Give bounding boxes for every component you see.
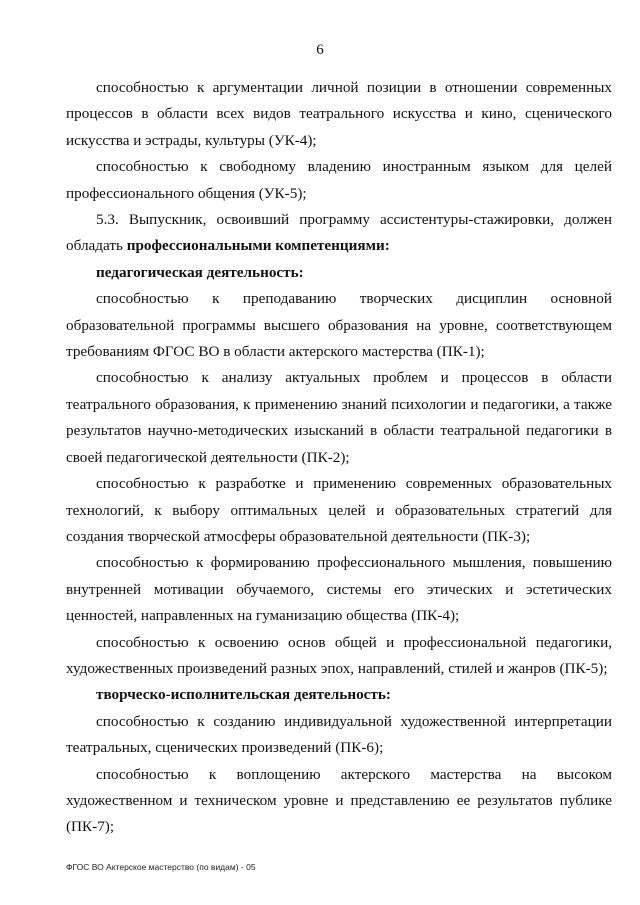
section-5-3-bold: профессиональными компетенциями: [126,237,390,255]
paragraph-pk4: способностью к формированию профессионального мышления, повышению внутренней мотивации обучаемого, системы его этических и эстетических ценностей, направленных на гуманизацию общества (ПК-4); [66,554,612,625]
document-body [66,75,612,841]
heading-creative: творческо-исполнительская деятельность: [96,686,391,704]
page-number: 6 [316,42,324,58]
paragraph-pk5: способностью к освоению основ общей и профессиональной педагогики, художественных произведений разных эпох, направлений, стилей и жанров (ПК-5); [66,633,612,677]
paragraph-5-3 [66,207,612,260]
paragraph-pk2: способностью к анализу актуальных проблем и процессов в области театрального образования, к применению знаний психологии и педагогики, а также результатов научно-методических изысканий в области театральной педагогики в своей педагогической деятельности (ПК-2); [66,369,612,466]
paragraph-uk5: способностью к свободному владению иностранным языком для целей профессионального общения (УК-5); [66,158,612,202]
paragraph-pk7: способностью к воплощению актерского мастерства на высоком художественном и техническом уровне и представлению ее результатов публике (ПК-7); [66,765,612,836]
document-footer: ФГОС ВО Актерское мастерство (по видам) - 05 [66,862,256,872]
paragraph-pk6: способностью к созданию индивидуальной художественной интерпретации театральных, сценических произведений (ПК-6); [66,712,612,757]
paragraph-pk1: способностью к преподаванию творческих дисциплин основной образовательной программы высшего образования на уровне, соответствующем требованиям ФГОС ВО в области актерского мастерства (ПК-1); [66,290,612,361]
paragraph-uk4: способностью к аргументации личной позиции в отношении современных процессов в области всех видов театрального искусства и кино, сценического искусства и эстрады, культуры (УК-4); [66,79,612,149]
heading-pedagogical: педагогическая деятельность: [96,263,304,281]
section-5-3-text: 5.3. Выпускник, освоивший программу ассистентуры-стажировки, должен обладать [66,211,612,255]
paragraph-pk3: способностью к разработке и применению современных образовательных технологий, к выбору оптимальных целей и образовательных стратегий для создания творческой атмосферы образовательной деятельности (ПК-3); [66,475,612,545]
